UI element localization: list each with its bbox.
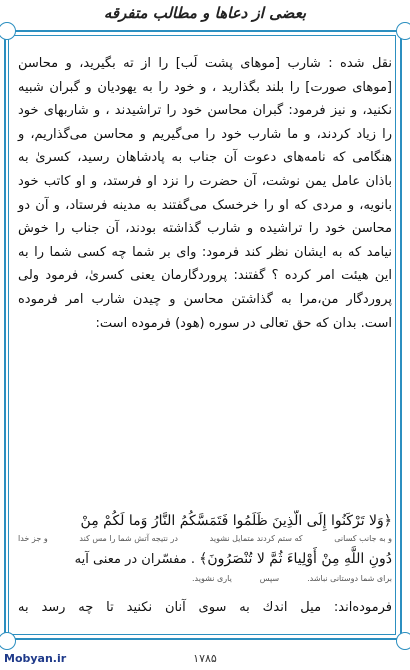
closing-line: فرموده‌اند: ميل اندك به سوى آنان نكنيد تا چه رسد به <box>18 600 392 615</box>
frame-corner-ornament <box>396 632 410 650</box>
quran-verse-line-2 <box>18 548 392 571</box>
translation-segment: و به جانب كسانى <box>334 534 392 543</box>
page-header-title: بعضى از دعاها و مطالب متفرقه <box>103 4 307 22</box>
quran-verse-line-1: ﴿وَلا تَرْكَنُوا إِلَى الَّذِينَ ظَلَمُوا فَتَمَسَّكُمُ النَّارُ وَما لَكُمْ مِنْ <box>80 513 392 529</box>
translation-segment: سپس <box>259 574 280 583</box>
page-number: ۱۷۸۵ <box>193 652 217 665</box>
translation-segment: كه ستم كردند متمايل نشويد <box>209 534 303 543</box>
verse-translation-line-2 <box>192 572 392 586</box>
verse-commentary-start: . مفسّران در معنى آيه <box>74 552 195 567</box>
verse-translation-line-1 <box>18 532 392 546</box>
translation-segment: يارى نشويد. <box>192 574 232 583</box>
body-paragraph: نقل شده : شارب [موهای پشت لَب] را از ته بگیرید، و محاسن [موهای صورت] را بلند بگذارید ، و خود را به یهودیان و گبران شبیه نکنید، و نیز فرمود: گبران محاسن خود را تراشیدند ، و شاربهای خود را زیاد کردند، و ما شارب خود را می‌گیریم و محاسن می‌گذاریم، و هنگامی که نامه‌های دعوت آن جناب به پادشاهان رسید، کسریٰ به باذان عامل یمن نوشت، آن حضرت را نزد او فرستد، و او کاتب خود بانویه، و مردی که او را خرخسک می‌گفتند به مدینه فرستاد، و آن دو محاسن خود را تراشیده و شارب گذاشته بودند، آن جناب را خوش نیامد که به ایشان نظر کند فرمود: وای بر شما چه کسی شما را به این هیئت امر کرده ؟ گفتند: پروردگارمان یعنی کسریٰ، فرمود ولی پروردگار من،مرا به گذاشتن محاسن و چیدن شارب امر فرموده است. بدان که حق تعالی در سوره (هود) فرموده است: <box>18 56 392 331</box>
site-watermark: Mobyan.ir <box>4 652 67 665</box>
translation-segment: براى شما دوستانى نباشد. <box>307 574 392 583</box>
frame-corner-ornament <box>0 632 16 650</box>
translation-segment: در نتيجه آتش شما را مس كند <box>79 534 178 543</box>
translation-segment: و جز خدا <box>18 534 48 543</box>
verse-text: دُونِ اللَّهِ مِنْ أَوْلِياءَ ثُمَّ لا تُنْصَرُونَ﴾ <box>199 551 392 567</box>
